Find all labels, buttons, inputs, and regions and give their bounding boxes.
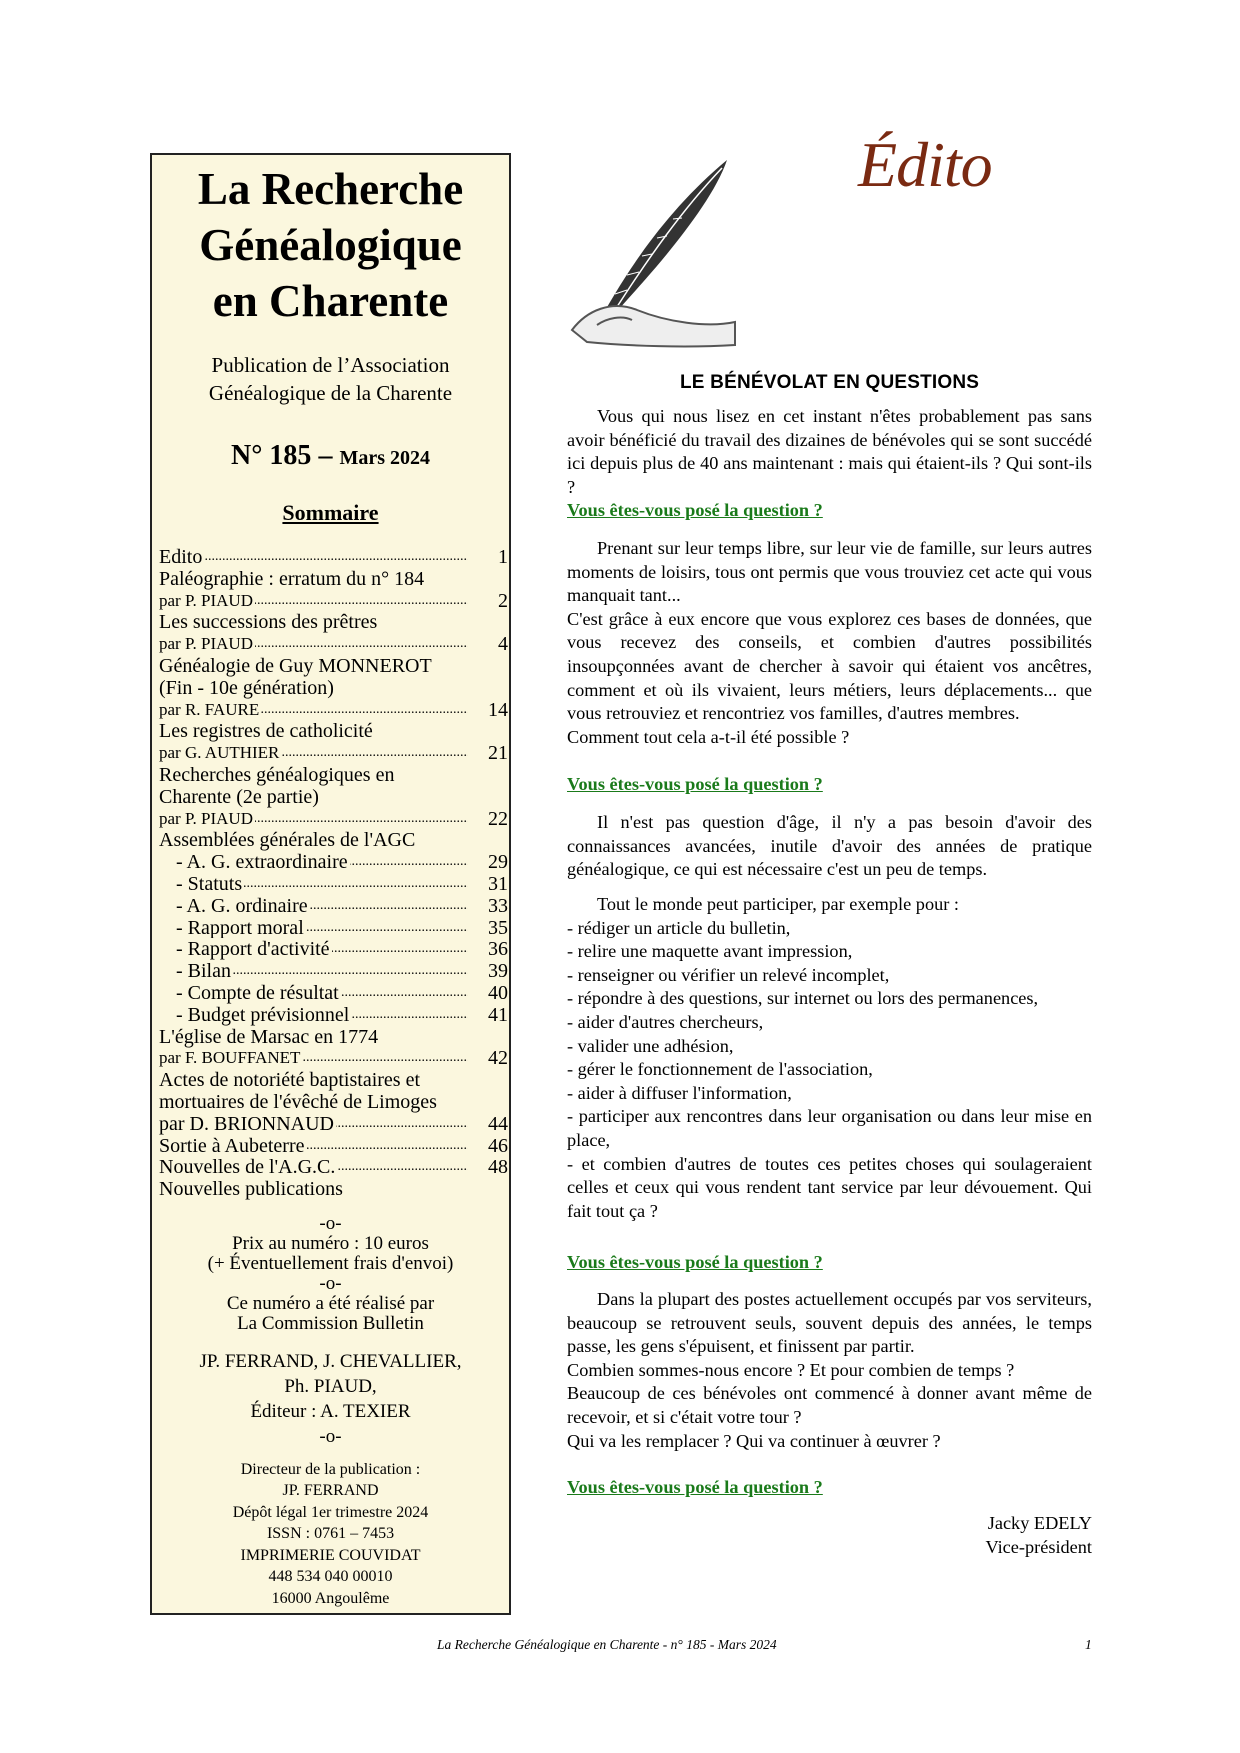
list-item: - et combien d'autres de toutes ces petites choses qui soulageraient celles et ceux qui vous rendent tant service par leur dévouement. Qui fait tout ça ? xyxy=(567,1153,1092,1221)
toc-entry-title: Paléographie : erratum du n° 184 xyxy=(159,567,425,590)
toc-entry-title: Sortie à Aubeterre xyxy=(159,1134,305,1157)
toc-entry-title: Les registres de catholicité xyxy=(159,720,373,743)
page-number: 1 xyxy=(1085,1637,1092,1652)
toc-entry xyxy=(159,1047,508,1069)
toc-entry-title: Les successions des prêtres xyxy=(159,611,378,634)
issue-date: Mars 2024 xyxy=(339,447,430,469)
toc-entry-page: 48 xyxy=(485,1156,508,1178)
toc-entry-page: 39 xyxy=(485,960,508,982)
separator: -o- xyxy=(319,1426,342,1447)
toc-entry-title: Nouvelles publications xyxy=(159,1178,343,1201)
toc-entry xyxy=(159,611,508,633)
paragraph-text: Prenant sur leur temps libre, sur leur vie de famille, sur leurs autres moments de loisirs, tous ont permis que vous trouviez cet acte qui vous manquait tant... xyxy=(567,538,1092,606)
paragraph-text: Qui va les remplacer ? Qui va continuer à œuvrer ? xyxy=(567,1430,941,1451)
toc-entry-title: par G. AUTHIER xyxy=(159,743,280,763)
signature xyxy=(985,1512,1092,1559)
question-link[interactable]: Vous êtes-vous posé la question ? xyxy=(567,1252,823,1272)
paragraph-text: Combien sommes-nous encore ? Et pour combien de temps ? xyxy=(567,1359,1015,1380)
toc-entry-title: - A. G. ordinaire xyxy=(159,895,310,917)
toc-entry-page: 22 xyxy=(485,808,508,830)
toc-entry xyxy=(159,960,508,982)
toc-entry-title: - Rapport moral xyxy=(159,917,306,939)
signature-name: Jacky EDELY xyxy=(987,1513,1092,1533)
question-link[interactable]: Vous êtes-vous posé la question ? xyxy=(567,1477,823,1497)
toc-entry xyxy=(159,895,508,917)
toc-entry-page: 4 xyxy=(495,633,508,655)
toc-entry-title: par F. BOUFFANET xyxy=(159,1048,301,1068)
volunteer-task-list xyxy=(567,917,1092,1224)
paragraph-text: C'est grâce à eux encore que vous explorez ces bases de données, que vous recevez des conseils, et combien d'autres possibilités insoupçonnées avant de chercher à savoir qui étaient vos ancêtres, comment et où ils vivaient, leurs métiers, leurs déplacements... que vous retrouviez et rencontriez vos familles, d'autres membres. xyxy=(567,608,1092,724)
paragraph-text: Dans la plupart des postes actuellement occupés par vos serviteurs, beaucoup se retrouvent seuls, souvent depuis des années, le temps passe, les gens s'épuisent, et finissent par partir. xyxy=(567,1289,1092,1357)
toc-entry-title: - A. G. extraordinaire xyxy=(159,851,350,873)
paragraph-4 xyxy=(567,893,1092,1223)
quill-hand-icon xyxy=(567,150,737,350)
toc-entry-title: Actes de notoriété baptistaires et xyxy=(159,1069,421,1092)
toc-entry-title: par D. BRIONNAUD xyxy=(159,1112,334,1135)
toc-entry xyxy=(159,568,508,590)
toc-entry xyxy=(159,786,508,808)
toc-entry-title: Recherches généalogiques en xyxy=(159,764,395,786)
toc-entry-page: 1 xyxy=(495,546,508,568)
paragraph-text: Comment tout cela a-t-il été possible ? xyxy=(567,726,850,747)
toc-entry xyxy=(159,938,508,960)
toc-entry-page: 40 xyxy=(485,982,508,1004)
toc-entry xyxy=(159,1178,508,1200)
toc-entry-page: 2 xyxy=(495,590,508,612)
publication-line-1: Publication de l’Association xyxy=(211,353,450,377)
toc-entry-page: 36 xyxy=(485,938,508,960)
legal-line: Directeur de la publication : xyxy=(240,1461,421,1478)
list-item: - aider à diffuser l'information, xyxy=(567,1082,792,1103)
toc-entry-title: - Budget prévisionnel xyxy=(159,1004,351,1026)
toc-entry-title: Nouvelles de l'A.G.C. xyxy=(159,1156,336,1179)
toc-entry xyxy=(159,917,508,939)
credits-line-1: JP. FERRAND, J. CHEVALLIER, xyxy=(199,1351,462,1372)
paragraph-3 xyxy=(567,811,1092,882)
journal-title-line-2: Généalogique xyxy=(199,220,462,270)
toc-entry-page: 35 xyxy=(485,917,508,939)
toc-entry xyxy=(159,1135,508,1157)
toc-entry-page: 33 xyxy=(485,895,508,917)
toc-entry-page: 31 xyxy=(485,873,508,895)
issue-separator: – xyxy=(311,440,340,471)
list-item: - participer aux rencontres dans leur organisation ou dans leur mise en place, xyxy=(567,1106,1092,1150)
toc-entry xyxy=(159,808,508,830)
toc-entry xyxy=(159,699,508,721)
toc-entry-title: - Statuts xyxy=(159,873,244,895)
paragraph-text: Vous qui nous lisez en cet instant n'êtes probablement pas sans avoir bénéficié du travail des dizaines de bénévoles qui se sont succédé ici depuis plus de 40 ans maintenant : mais qui étaient-ils ? Qui sont-ils ? xyxy=(567,406,1092,497)
toc-entry xyxy=(159,1091,508,1113)
toc-entry-title: - Rapport d'activité xyxy=(159,938,332,960)
toc-entry-title: mortuaires de l'évêché de Limoges xyxy=(159,1091,437,1113)
issue-line xyxy=(152,440,509,472)
toc-entry-title: L'église de Marsac en 1774 xyxy=(159,1025,379,1048)
commission-line: La Commission Bulletin xyxy=(237,1313,424,1334)
toc-entry-page: 21 xyxy=(485,742,508,764)
credits-editor: Éditeur : A. TEXIER xyxy=(250,1401,411,1422)
paragraph-text: Il n'est pas question d'âge, il n'y a pas besoin d'avoir des connaissances avancées, inutile d'avoir des années de pratique généalogique, ce qui est nécessaire c'est un peu de temps. xyxy=(567,812,1092,880)
toc-entry-page: 42 xyxy=(485,1047,508,1069)
toc-entry-page: 41 xyxy=(485,1004,508,1026)
toc-entry-title: - Compte de résultat xyxy=(159,982,341,1004)
toc-entry xyxy=(159,655,508,677)
question-link[interactable]: Vous êtes-vous posé la question ? xyxy=(567,500,823,520)
list-item: - relire une maquette avant impression, xyxy=(567,941,853,962)
toc-entry-page: 46 xyxy=(485,1135,508,1157)
toc-entry xyxy=(159,1156,508,1178)
issue-number: N° 185 xyxy=(231,440,312,471)
credits-line-2: Ph. PIAUD, xyxy=(284,1376,377,1397)
toc-entry xyxy=(159,1113,508,1135)
toc-entry xyxy=(159,1004,508,1026)
legal-line: 16000 Angoulême xyxy=(271,1590,390,1607)
toc-entry-page: 14 xyxy=(485,699,508,721)
publication-line-2: Généalogique de la Charente xyxy=(208,381,453,405)
legal-line: 448 534 040 00010 xyxy=(268,1568,393,1585)
paragraph-2 xyxy=(567,537,1092,749)
paragraph-text: Tout le monde peut participer, par exemple pour : xyxy=(597,894,959,914)
edito-heading: Édito xyxy=(858,129,992,200)
toc-entry xyxy=(159,546,508,568)
list-item: - gérer le fonctionnement de l'association, xyxy=(567,1059,873,1080)
toc-entry xyxy=(159,720,508,742)
question-link[interactable]: Vous êtes-vous posé la question ? xyxy=(567,774,823,794)
legal-line: JP. FERRAND xyxy=(282,1482,379,1499)
toc-entry-title: Assemblées générales de l'AGC xyxy=(159,829,416,852)
sommaire-heading: Sommaire xyxy=(282,500,379,525)
toc-entry xyxy=(159,1069,508,1091)
article-title: LE BÉNÉVOLAT EN QUESTIONS xyxy=(680,372,980,393)
toc-entry-title: par R. FAURE xyxy=(159,699,260,719)
toc-entry-title: par P. PIAUD xyxy=(159,808,253,828)
toc-entry xyxy=(159,851,508,873)
toc-entry-page: 44 xyxy=(485,1113,508,1135)
separator: -o- xyxy=(319,1273,342,1294)
toc-entry-title: - Bilan xyxy=(159,960,233,982)
list-item: - renseigner ou vérifier un relevé incomplet, xyxy=(567,964,890,985)
legal-line: IMPRIMERIE COUVIDAT xyxy=(240,1547,421,1564)
legal-line: ISSN : 0761 – 7453 xyxy=(266,1525,395,1542)
toc-entry xyxy=(159,590,508,612)
toc-entry xyxy=(159,742,508,764)
toc-entry xyxy=(159,677,508,699)
paragraph-1 xyxy=(567,405,1092,499)
page-footer: La Recherche Généalogique en Charente - n° 185 - Mars 2024 xyxy=(437,1637,777,1652)
list-item: - aider d'autres chercheurs, xyxy=(567,1011,764,1032)
toc-entry xyxy=(159,764,508,786)
list-item: - rédiger un article du bulletin, xyxy=(567,917,791,938)
toc-entry xyxy=(159,873,508,895)
toc-entry-title: Généalogie de Guy MONNEROT xyxy=(159,655,432,677)
toc-entry xyxy=(159,1026,508,1048)
shipping-line: (+ Éventuellement frais d'envoi) xyxy=(207,1253,454,1274)
toc-entry xyxy=(159,982,508,1004)
toc-entry-page: 29 xyxy=(485,851,508,873)
signature-role: Vice-président xyxy=(985,1536,1092,1557)
made-by-line: Ce numéro a été réalisé par xyxy=(226,1293,435,1314)
paragraph-5 xyxy=(567,1288,1092,1453)
price-line: Prix au numéro : 10 euros xyxy=(232,1233,429,1254)
journal-title-line-1: La Recherche xyxy=(197,164,464,214)
toc-entry-title: Edito xyxy=(159,546,203,568)
paragraph-text: Beaucoup de ces bénévoles ont commencé à donner avant même de recevoir, et si c'était votre tour ? xyxy=(567,1383,1092,1427)
sidebar-summary-box xyxy=(150,153,511,1615)
toc-entry-title: par P. PIAUD xyxy=(159,590,253,610)
separator: -o- xyxy=(319,1213,342,1234)
toc-entry-title: par P. PIAUD xyxy=(159,634,253,654)
list-item: - répondre à des questions, sur internet ou lors des permanences, xyxy=(567,988,1039,1009)
legal-line: Dépôt légal 1er trimestre 2024 xyxy=(232,1504,429,1521)
toc-entry-title: Charente (2e partie) xyxy=(159,785,319,808)
toc-entry xyxy=(159,633,508,655)
journal-title-line-3: en Charente xyxy=(212,276,449,326)
list-item: - valider une adhésion, xyxy=(567,1035,734,1056)
toc-entry xyxy=(159,829,508,851)
toc-entry-title: (Fin - 10e génération) xyxy=(159,676,334,699)
